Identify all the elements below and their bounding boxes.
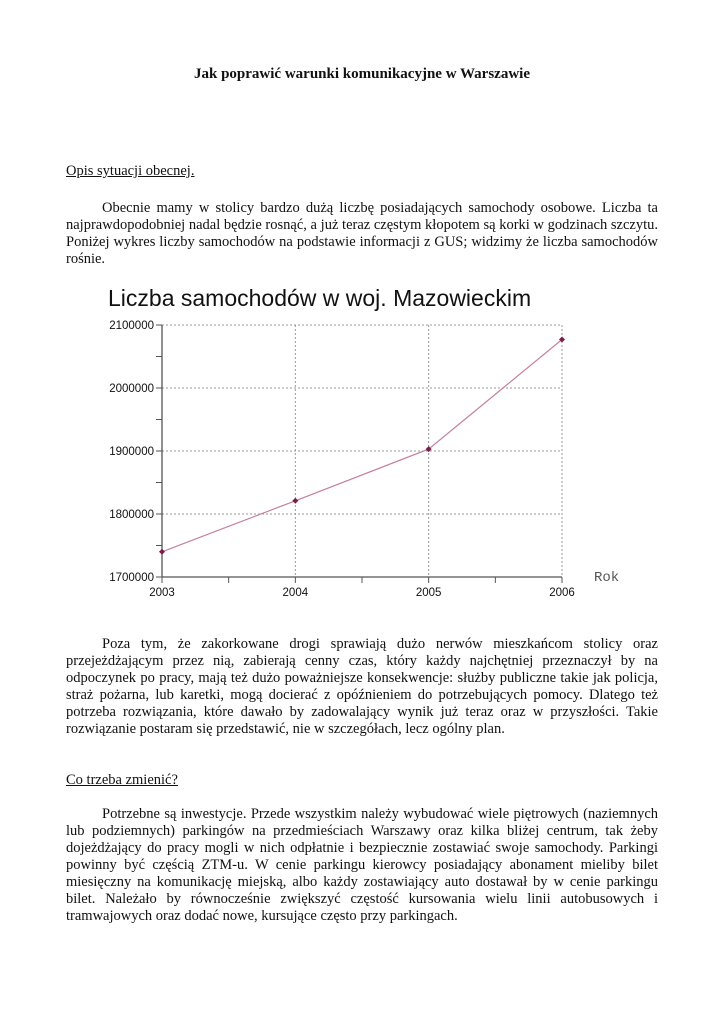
data-point [292,498,298,504]
chart-title: Liczba samochodów w woj. Mazowieckim [108,285,532,311]
y-tick-label: 2100000 [109,320,154,332]
paragraph-investments: Potrzebne są inwestycje. Przede wszystkim należy wybudować wiele piętrowych (naziemnych lub podziemnych) parkingów na przedmieściach Warszawy oraz kilka bliżej centrum, tak żeby dojeżdżający do pracy mogli w nich odpłatnie i bezpiecznie zostawiać swoje samochody. Parkingi powinny być częścią ZTM-u. W cenie parkingu kierowcy posiadający abonament mieliby bilet miesięczny na komunikację miejską, albo każdy zostawiający auto dostawał by w cenie parkingu bilet. Należało by równocześnie zwiększyć częstość kursowania wielu linii autobusowych i tramwajowych oraz dodać nowe, kursujące często przy parkingach. [66,806,658,924]
chart-axes [156,325,562,583]
y-tick-label: 1700000 [109,572,154,584]
series-line [159,336,565,554]
x-tick-label: 2006 [549,587,575,599]
chart-grid [162,325,562,577]
section-heading-current-situation: Opis sytuacji obecnej. [66,163,195,179]
data-point [159,549,165,555]
y-tick-label: 1900000 [109,446,154,458]
paragraph-consequences: Poza tym, że zakorkowane drogi sprawiają dużo nerwów mieszkańcom stolicy oraz przejeżdżającym przez nią, zabierają cenny czas, który każdy najchętniej przeznaczył by na odpoczynek po pracy, mają też dużo poważniejsze konsekwencje: służby publiczne takie jak policja, straż pożarna, lub karetki, mogą docierać z opóźnieniem do potrzebujących pomocy. Dlatego też potrzeba rozwiązania, które dawało by zadowalający wynik już teraz oraz w przyszłości. Takie rozwiązanie postaram się przedstawić, nie w szczegółach, lecz ogólny plan. [66,636,658,737]
y-tick-label: 2000000 [109,383,154,395]
x-tick-label: 2003 [149,587,175,599]
y-tick-label: 1800000 [109,509,154,521]
paragraph-intro: Obecnie mamy w stolicy bardzo dużą liczbę posiadających samochody osobowe. Liczba ta najprawdopodobniej nadal będzie rosnąć, a już teraz częstym kłopotem są korki w godzinach szczytu. Poniżej wykres liczby samochodów na podstawie informacji z GUS; widzimy że liczba samochodów rośnie. [66,200,658,267]
x-tick-label: 2004 [282,587,309,599]
x-tick-label: 2005 [415,587,442,599]
x-axis-title: Rok [594,570,620,586]
y-axis-labels [109,320,154,584]
section-heading-what-to-change: Co trzeba zmienić? [66,772,178,788]
x-axis-labels [149,587,575,599]
data-line [162,339,562,551]
document-title: Jak poprawić warunki komunikacyjne w Warszawie [193,66,530,82]
